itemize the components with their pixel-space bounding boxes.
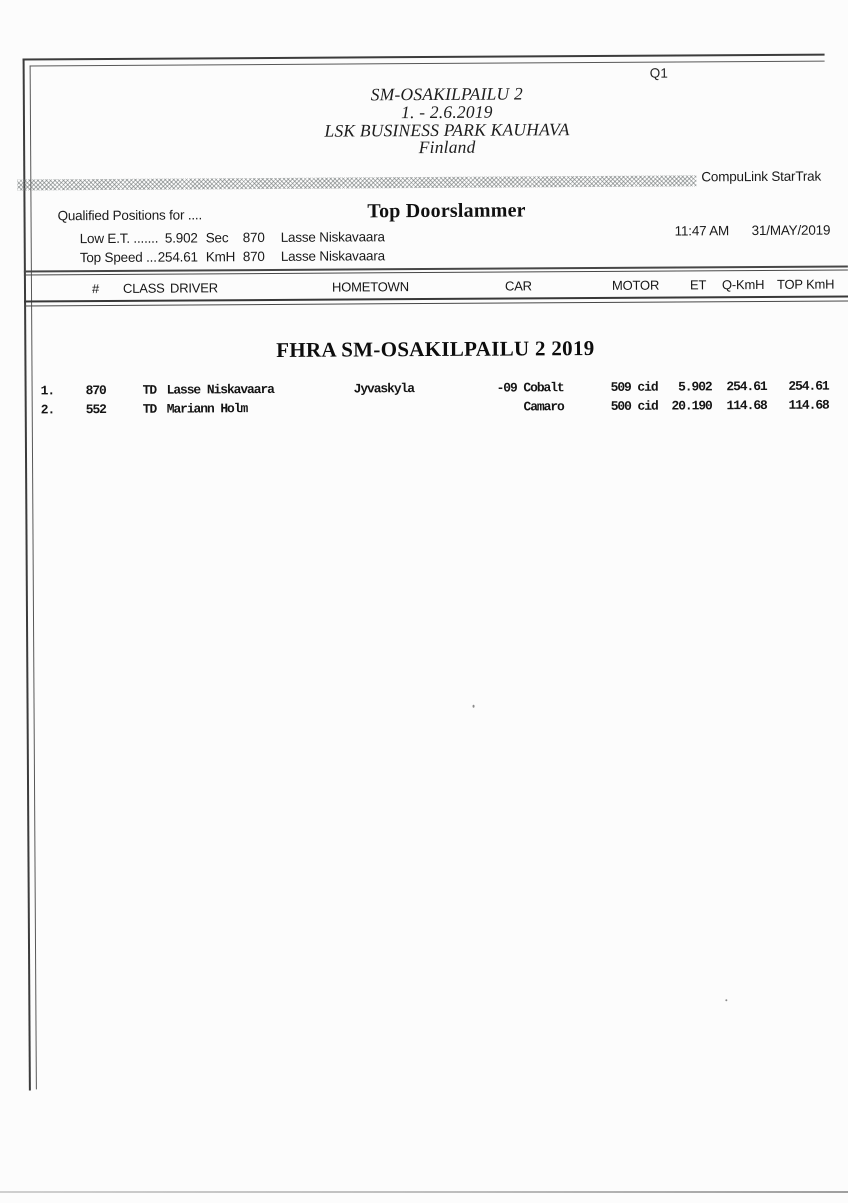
column-header-hometown: HOMETOWN <box>331 279 409 295</box>
column-header-motor: MOTOR <box>611 277 660 293</box>
print-time: 11:47 AM <box>674 223 730 239</box>
cell-qkmh: 254.61 <box>726 378 767 395</box>
column-header-number: # <box>91 281 100 297</box>
top-speed-car-number: 870 <box>242 249 265 265</box>
cell-class: TD <box>142 382 157 398</box>
page-border-left-inner <box>30 65 37 1089</box>
cell-motor: 500 cid <box>610 398 658 414</box>
cell-topkmh: 254.61 <box>788 378 829 394</box>
top-speed-unit: KmH <box>205 249 236 265</box>
cell-position: 2. <box>40 402 55 418</box>
low-et-driver: Lasse Niskavaara <box>280 229 385 245</box>
cell-qkmh: 114.68 <box>726 397 767 414</box>
cell-car-number: 870 <box>85 382 106 399</box>
event-country: Finland <box>418 137 476 158</box>
cell-car: -09 Cobalt <box>496 380 564 396</box>
cell-topkmh: 114.68 <box>788 397 829 413</box>
session-label: Q1 <box>649 65 669 81</box>
column-header-qkmh: Q-KmH <box>721 276 765 293</box>
scan-speck <box>725 999 727 1001</box>
cell-car-number: 552 <box>85 401 106 418</box>
timing-brand-label: CompuLink StarTrak <box>701 168 822 185</box>
cell-motor: 509 cid <box>610 379 658 395</box>
cell-hometown: Jyvaskyla <box>353 381 414 397</box>
column-header-car: CAR <box>504 278 532 294</box>
cell-driver: Mariann Holm <box>166 401 248 417</box>
column-header-class: CLASS <box>122 280 165 296</box>
cell-car: Camaro <box>523 399 564 415</box>
cell-driver: Lasse Niskavaara <box>166 381 274 398</box>
print-date: 31/MAY/2019 <box>751 222 831 239</box>
column-header-driver: DRIVER <box>169 280 218 296</box>
scanner-edge-shadow <box>0 1191 848 1193</box>
event-header <box>147 84 747 159</box>
column-header-topkmh: TOP KmH <box>776 276 835 292</box>
low-et-car-number: 870 <box>242 230 265 246</box>
page-border-top-inner <box>30 61 825 67</box>
qualified-positions-heading: Qualified Positions for .... <box>57 207 203 224</box>
section-title: FHRA SM-OSAKILPAILU 2 2019 <box>276 335 595 362</box>
low-et-label: Low E.T. ....... <box>79 230 159 247</box>
scan-speck <box>473 705 475 708</box>
top-speed-driver: Lasse Niskavaara <box>280 248 385 264</box>
event-venue: LSK BUSINESS PARK KAUHAVA <box>324 118 570 141</box>
cell-class: TD <box>142 401 157 417</box>
cell-position: 1. <box>40 383 55 399</box>
class-title: Top Doorslammer <box>367 199 526 223</box>
event-title: SM-OSAKILPAILU 2 <box>370 83 523 105</box>
low-et-value: 5.902 <box>164 230 198 246</box>
top-speed-value: 254.61 <box>157 249 198 265</box>
column-header-et: ET <box>689 277 707 293</box>
halftone-divider <box>17 175 696 190</box>
page-border-top-outer <box>23 54 825 61</box>
table-row <box>1 396 848 418</box>
event-dates: 1. - 2.6.2019 <box>401 101 493 122</box>
top-speed-label: Top Speed ... <box>79 249 157 266</box>
cell-et: 5.902 <box>678 379 712 395</box>
low-et-unit: Sec <box>205 230 229 246</box>
cell-et: 20.190 <box>671 398 712 414</box>
